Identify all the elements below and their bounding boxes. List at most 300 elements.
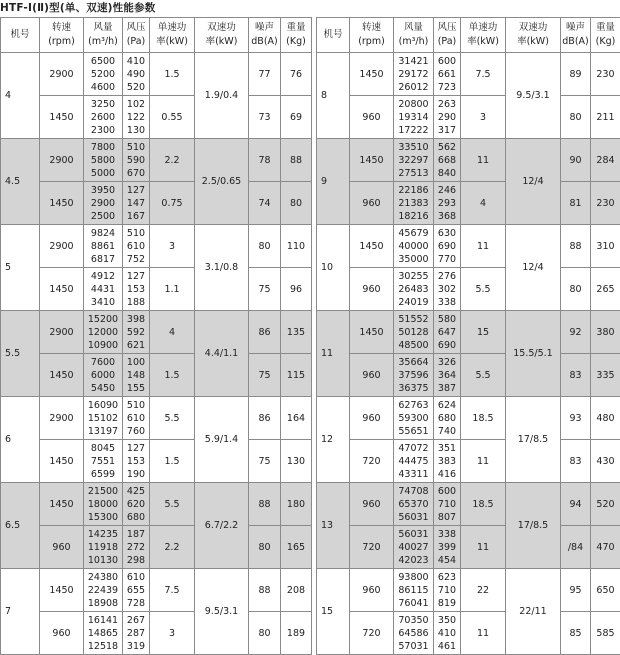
pressure-value: 147 <box>123 197 149 210</box>
pressure-value: 661 <box>434 68 460 81</box>
pressure-value: 728 <box>123 597 149 610</box>
speed-cell: 1450 <box>350 311 394 354</box>
weight-cell: 135 <box>281 311 312 354</box>
weight-cell: 165 <box>281 526 312 569</box>
airflow-value: 45679 <box>394 227 433 240</box>
airflow-value: 6817 <box>84 253 122 266</box>
single-power-cell: 2.2 <box>150 139 195 182</box>
table-row <box>1 440 312 483</box>
airflow-cell <box>84 139 123 182</box>
airflow-value: 17222 <box>394 124 433 137</box>
noise-cell: 80 <box>249 225 281 268</box>
pressure-value: 770 <box>434 253 460 266</box>
pressure-value: 819 <box>434 597 460 610</box>
speed-cell: 1450 <box>350 225 394 268</box>
pressure-value: 740 <box>434 425 460 438</box>
table-row <box>317 440 620 483</box>
table-row <box>317 311 620 354</box>
airflow-cell <box>394 311 434 354</box>
weight-cell: 480 <box>591 397 620 440</box>
pressure-value: 368 <box>434 210 460 223</box>
airflow-value: 36375 <box>394 382 433 395</box>
pressure-cell <box>434 612 461 655</box>
weight-cell: 230 <box>591 182 620 225</box>
single-power-cell: 11 <box>461 139 506 182</box>
pressure-cell <box>123 53 150 96</box>
pressure-value: 461 <box>434 640 460 653</box>
airflow-value: 12518 <box>84 640 122 653</box>
pressure-value: 510 <box>123 141 149 154</box>
pressure-value: 102 <box>123 98 149 111</box>
pressure-value: 610 <box>123 412 149 425</box>
single-power-cell: 11 <box>461 526 506 569</box>
speed-cell: 1450 <box>350 53 394 96</box>
speed-cell: 1450 <box>40 440 84 483</box>
model-cell: 10 <box>317 225 350 311</box>
weight-cell: 335 <box>591 354 620 397</box>
airflow-value: 19314 <box>394 111 433 124</box>
airflow-value: 65370 <box>394 498 433 511</box>
model-cell: 11 <box>317 311 350 397</box>
header-noise: 噪声 dB(A) <box>249 18 281 53</box>
noise-cell: 95 <box>561 569 591 612</box>
weight-cell: 650 <box>591 569 620 612</box>
pressure-cell <box>434 311 461 354</box>
table-row <box>1 53 312 96</box>
pressure-value: 590 <box>123 154 149 167</box>
airflow-value: 21500 <box>84 485 122 498</box>
header-single-power: 单速功 率(kW) <box>461 18 506 53</box>
airflow-value: 40027 <box>394 541 433 554</box>
pressure-value: 153 <box>123 455 149 468</box>
speed-cell: 1450 <box>40 483 84 526</box>
pressure-value: 668 <box>434 154 460 167</box>
pressure-value: 272 <box>123 541 149 554</box>
airflow-cell <box>394 440 434 483</box>
header-speed: 转速 (rpm) <box>40 18 84 53</box>
noise-cell: 86 <box>249 311 281 354</box>
table-row <box>317 182 620 225</box>
pressure-value: 153 <box>123 283 149 296</box>
airflow-value: 10130 <box>84 554 122 567</box>
airflow-cell <box>84 526 123 569</box>
table-row <box>317 53 620 96</box>
pressure-cell <box>434 354 461 397</box>
pressure-value: 647 <box>434 326 460 339</box>
airflow-value: 32297 <box>394 154 433 167</box>
speed-cell: 1450 <box>40 354 84 397</box>
header-row <box>317 18 620 53</box>
airflow-cell <box>84 311 123 354</box>
speed-cell: 2900 <box>40 311 84 354</box>
pressure-cell <box>123 483 150 526</box>
airflow-value: 56031 <box>394 511 433 524</box>
weight-cell: 110 <box>281 225 312 268</box>
pressure-value: 454 <box>434 554 460 567</box>
table-row <box>1 311 312 354</box>
model-cell: 15 <box>317 569 350 655</box>
airflow-value: 44475 <box>394 455 433 468</box>
airflow-value: 2300 <box>84 124 122 137</box>
speed-cell: 960 <box>40 526 84 569</box>
pressure-value: 187 <box>123 528 149 541</box>
noise-cell: 80 <box>249 612 281 655</box>
pressure-value: 710 <box>434 584 460 597</box>
pressure-value: 338 <box>434 296 460 309</box>
table-row <box>317 354 620 397</box>
airflow-value: 7551 <box>84 455 122 468</box>
dual-power-cell: 9.5/3.1 <box>506 53 561 139</box>
table-body <box>317 53 620 655</box>
single-power-cell: 1.5 <box>150 53 195 96</box>
weight-cell: 380 <box>591 311 620 354</box>
airflow-value: 7600 <box>84 356 122 369</box>
airflow-value: 12000 <box>84 326 122 339</box>
weight-cell: 265 <box>591 268 620 311</box>
pressure-cell <box>123 440 150 483</box>
airflow-value: 9824 <box>84 227 122 240</box>
pressure-value: 190 <box>123 468 149 481</box>
table-row <box>1 139 312 182</box>
airflow-value: 29172 <box>394 68 433 81</box>
pressure-cell <box>434 569 461 612</box>
pressure-value: 276 <box>434 270 460 283</box>
table-row <box>1 96 312 139</box>
airflow-value: 24019 <box>394 296 433 309</box>
weight-cell: 189 <box>281 612 312 655</box>
pressure-cell <box>123 569 150 612</box>
pressure-cell <box>123 139 150 182</box>
airflow-value: 18216 <box>394 210 433 223</box>
airflow-cell <box>84 397 123 440</box>
weight-cell: 76 <box>281 53 312 96</box>
dual-power-cell: 22/11 <box>506 569 561 655</box>
speed-cell: 1450 <box>40 96 84 139</box>
noise-cell: 75 <box>249 268 281 311</box>
pressure-value: 319 <box>123 640 149 653</box>
speed-cell: 960 <box>350 96 394 139</box>
pressure-cell <box>123 96 150 139</box>
airflow-value: 5800 <box>84 154 122 167</box>
speed-cell: 1450 <box>350 139 394 182</box>
pressure-cell <box>123 225 150 268</box>
pressure-value: 680 <box>123 511 149 524</box>
pressure-value: 510 <box>123 227 149 240</box>
airflow-value: 86115 <box>394 584 433 597</box>
pressure-cell <box>434 268 461 311</box>
dual-power-cell: 4.4/1.1 <box>195 311 249 397</box>
airflow-value: 31421 <box>394 55 433 68</box>
weight-cell: 208 <box>281 569 312 612</box>
dual-power-cell: 3.1/0.8 <box>195 225 249 311</box>
weight-cell: 211 <box>591 96 620 139</box>
pressure-value: 326 <box>434 356 460 369</box>
table-row <box>317 569 620 612</box>
airflow-cell <box>84 225 123 268</box>
airflow-cell <box>84 182 123 225</box>
pressure-value: 317 <box>434 124 460 137</box>
pressure-value: 410 <box>434 627 460 640</box>
airflow-cell <box>394 526 434 569</box>
pressure-value: 592 <box>123 326 149 339</box>
table-row <box>317 139 620 182</box>
pressure-value: 760 <box>123 425 149 438</box>
airflow-value: 76041 <box>394 597 433 610</box>
airflow-value: 15102 <box>84 412 122 425</box>
weight-cell: 96 <box>281 268 312 311</box>
speed-cell: 2900 <box>40 53 84 96</box>
weight-cell: 310 <box>591 225 620 268</box>
pressure-value: 293 <box>434 197 460 210</box>
page-title: HTF-Ⅰ(Ⅱ)型(单、双速)性能参数 <box>0 0 155 18</box>
pressure-value: 100 <box>123 356 149 369</box>
speed-cell: 720 <box>350 612 394 655</box>
table-row <box>1 483 312 526</box>
pressure-value: 351 <box>434 442 460 455</box>
airflow-value: 93800 <box>394 571 433 584</box>
pressure-value: 127 <box>123 270 149 283</box>
pressure-value: 490 <box>123 68 149 81</box>
pressure-value: 383 <box>434 455 460 468</box>
single-power-cell: 11 <box>461 225 506 268</box>
pressure-value: 510 <box>123 399 149 412</box>
single-power-cell: 22 <box>461 569 506 612</box>
airflow-value: 4912 <box>84 270 122 283</box>
noise-cell: 88 <box>249 569 281 612</box>
airflow-value: 59300 <box>394 412 433 425</box>
noise-cell: 75 <box>249 354 281 397</box>
airflow-value: 35000 <box>394 253 433 266</box>
airflow-value: 14235 <box>84 528 122 541</box>
table-row <box>317 268 620 311</box>
dual-power-cell: 2.5/0.65 <box>195 139 249 225</box>
airflow-value: 48500 <box>394 339 433 352</box>
noise-cell: 93 <box>561 397 591 440</box>
airflow-value: 62763 <box>394 399 433 412</box>
header-airflow: 风量 (m³/h) <box>84 18 123 53</box>
noise-cell: 78 <box>249 139 281 182</box>
weight-cell: 88 <box>281 139 312 182</box>
speed-cell: 2900 <box>40 139 84 182</box>
airflow-value: 37596 <box>394 369 433 382</box>
header-model: 机号 <box>1 18 40 53</box>
pressure-value: 562 <box>434 141 460 154</box>
airflow-value: 5000 <box>84 167 122 180</box>
table-body <box>1 53 312 655</box>
weight-cell: 430 <box>591 440 620 483</box>
weight-cell: 80 <box>281 182 312 225</box>
table-row <box>1 612 312 655</box>
airflow-cell <box>394 354 434 397</box>
single-power-cell: 15 <box>461 311 506 354</box>
pressure-value: 410 <box>123 55 149 68</box>
pressure-value: 167 <box>123 210 149 223</box>
airflow-value: 2600 <box>84 111 122 124</box>
pressure-cell <box>434 139 461 182</box>
single-power-cell: 11 <box>461 440 506 483</box>
airflow-cell <box>394 96 434 139</box>
pressure-value: 840 <box>434 167 460 180</box>
table-row <box>1 268 312 311</box>
pressure-value: 298 <box>123 554 149 567</box>
airflow-cell <box>84 96 123 139</box>
model-cell: 4.5 <box>1 139 40 225</box>
pressure-value: 338 <box>434 528 460 541</box>
speed-cell: 2900 <box>40 397 84 440</box>
pressure-cell <box>434 483 461 526</box>
noise-cell: 75 <box>249 440 281 483</box>
single-power-cell: 4 <box>461 182 506 225</box>
pressure-value: 710 <box>434 498 460 511</box>
airflow-value: 40000 <box>394 240 433 253</box>
airflow-value: 22186 <box>394 184 433 197</box>
airflow-value: 16141 <box>84 614 122 627</box>
pressure-cell <box>434 96 461 139</box>
airflow-value: 7800 <box>84 141 122 154</box>
single-power-cell: 5.5 <box>150 397 195 440</box>
airflow-value: 56031 <box>394 528 433 541</box>
airflow-value: 3950 <box>84 184 122 197</box>
pressure-cell <box>123 397 150 440</box>
pressure-value: 290 <box>434 111 460 124</box>
pressure-cell <box>434 182 461 225</box>
pressure-value: 148 <box>123 369 149 382</box>
pressure-value: 621 <box>123 339 149 352</box>
dual-power-cell: 12/4 <box>506 225 561 311</box>
speed-cell: 720 <box>350 526 394 569</box>
pressure-value: 655 <box>123 584 149 597</box>
airflow-cell <box>394 612 434 655</box>
airflow-value: 4431 <box>84 283 122 296</box>
pressure-value: 399 <box>434 541 460 554</box>
pressure-value: 690 <box>434 339 460 352</box>
airflow-value: 5450 <box>84 382 122 395</box>
table-row <box>1 569 312 612</box>
pressure-value: 127 <box>123 184 149 197</box>
dual-power-cell: 12/4 <box>506 139 561 225</box>
airflow-value: 14865 <box>84 627 122 640</box>
airflow-value: 24380 <box>84 571 122 584</box>
single-power-cell: 1.5 <box>150 354 195 397</box>
header-pressure: 风压 (Pa) <box>123 18 150 53</box>
noise-cell: 74 <box>249 182 281 225</box>
airflow-value: 35664 <box>394 356 433 369</box>
pressure-cell <box>434 225 461 268</box>
single-power-cell: 7.5 <box>150 569 195 612</box>
speed-cell: 960 <box>40 612 84 655</box>
speed-cell: 1450 <box>40 268 84 311</box>
airflow-value: 10900 <box>84 339 122 352</box>
header-speed: 转速 (rpm) <box>350 18 394 53</box>
pressure-value: 580 <box>434 313 460 326</box>
airflow-value: 5200 <box>84 68 122 81</box>
speed-cell: 2900 <box>40 225 84 268</box>
noise-cell: 88 <box>249 483 281 526</box>
airflow-value: 43311 <box>394 468 433 481</box>
airflow-value: 2500 <box>84 210 122 223</box>
pressure-cell <box>434 397 461 440</box>
airflow-value: 27513 <box>394 167 433 180</box>
airflow-cell <box>394 397 434 440</box>
airflow-cell <box>84 483 123 526</box>
pressure-value: 620 <box>123 498 149 511</box>
airflow-value: 15300 <box>84 511 122 524</box>
weight-cell: 130 <box>281 440 312 483</box>
airflow-cell <box>84 53 123 96</box>
single-power-cell: 3 <box>150 612 195 655</box>
weight-cell: 585 <box>591 612 620 655</box>
airflow-value: 21383 <box>394 197 433 210</box>
pressure-value: 610 <box>123 571 149 584</box>
airflow-cell <box>394 139 434 182</box>
pressure-value: 302 <box>434 283 460 296</box>
pressure-value: 416 <box>434 468 460 481</box>
pressure-cell <box>434 526 461 569</box>
airflow-cell <box>84 569 123 612</box>
model-cell: 9 <box>317 139 350 225</box>
model-cell: 12 <box>317 397 350 483</box>
table-row <box>317 225 620 268</box>
airflow-value: 8045 <box>84 442 122 455</box>
single-power-cell: 1.5 <box>150 440 195 483</box>
airflow-value: 11918 <box>84 541 122 554</box>
pressure-value: 246 <box>434 184 460 197</box>
weight-cell: 520 <box>591 483 620 526</box>
airflow-value: 18908 <box>84 597 122 610</box>
single-power-cell: 4 <box>150 311 195 354</box>
header-dual-power: 双速功 率(kW) <box>195 18 249 53</box>
pressure-value: 350 <box>434 614 460 627</box>
airflow-cell <box>84 612 123 655</box>
noise-cell: 80 <box>561 268 591 311</box>
table-row <box>1 225 312 268</box>
weight-cell: 164 <box>281 397 312 440</box>
airflow-cell <box>394 483 434 526</box>
header-weight: 重量 (Kg) <box>591 18 620 53</box>
airflow-value: 8861 <box>84 240 122 253</box>
airflow-value: 26012 <box>394 81 433 94</box>
pressure-value: 600 <box>434 485 460 498</box>
single-power-cell: 7.5 <box>461 53 506 96</box>
speed-cell: 960 <box>350 182 394 225</box>
spec-table-left <box>0 17 312 655</box>
noise-cell: 81 <box>561 182 591 225</box>
single-power-cell: 1.1 <box>150 268 195 311</box>
single-power-cell: 11 <box>461 612 506 655</box>
model-cell: 7 <box>1 569 40 655</box>
weight-cell: 470 <box>591 526 620 569</box>
airflow-value: 74708 <box>394 485 433 498</box>
noise-cell: 89 <box>561 53 591 96</box>
airflow-value: 4600 <box>84 81 122 94</box>
pressure-cell <box>123 526 150 569</box>
pressure-value: 155 <box>123 382 149 395</box>
pressure-value: 670 <box>123 167 149 180</box>
model-cell: 5 <box>1 225 40 311</box>
airflow-value: 2900 <box>84 197 122 210</box>
pressure-cell <box>123 612 150 655</box>
pressure-cell <box>434 53 461 96</box>
pressure-value: 122 <box>123 111 149 124</box>
dual-power-cell: 9.5/3.1 <box>195 569 249 655</box>
noise-cell: 73 <box>249 96 281 139</box>
dual-power-cell: 5.9/1.4 <box>195 397 249 483</box>
airflow-value: 3410 <box>84 296 122 309</box>
pressure-value: 267 <box>123 614 149 627</box>
pressure-value: 425 <box>123 485 149 498</box>
weight-cell: 230 <box>591 53 620 96</box>
noise-cell: 88 <box>561 225 591 268</box>
